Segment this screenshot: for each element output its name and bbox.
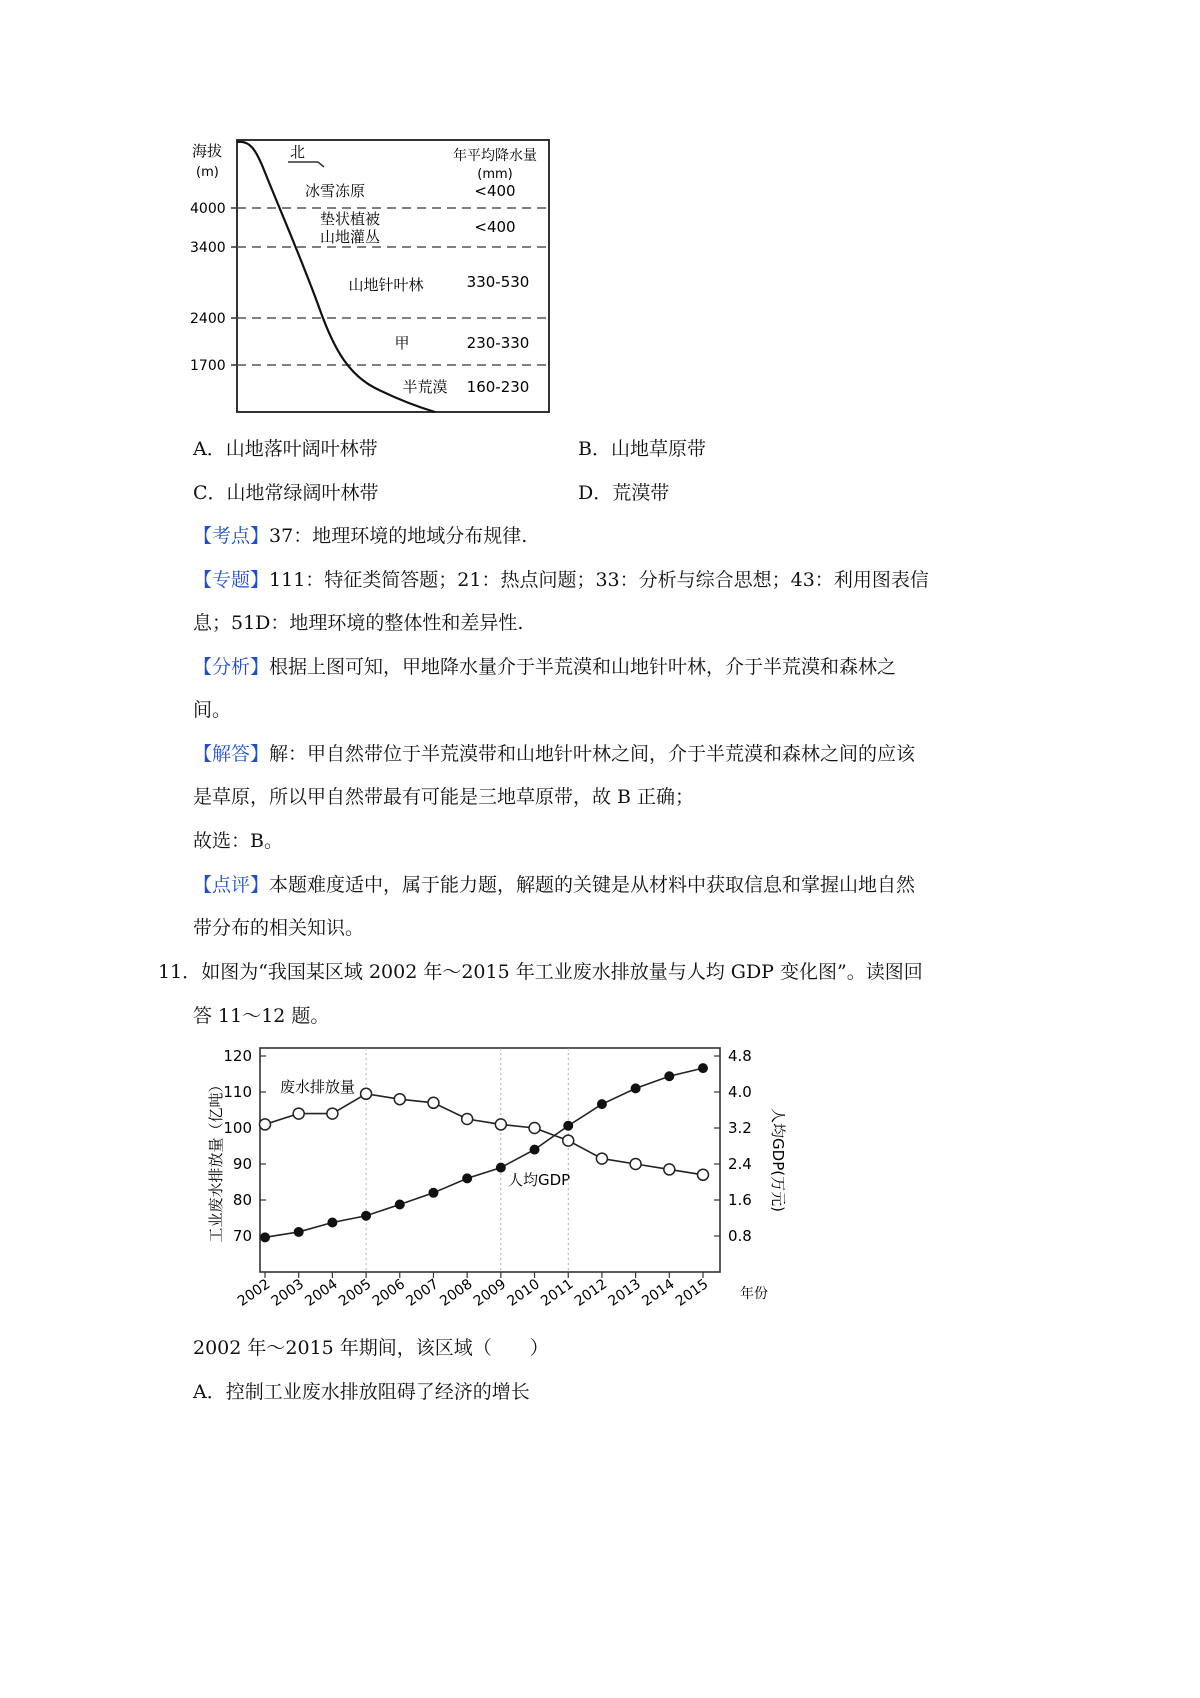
wastewater-gdp-chart [195,1038,795,1330]
gdp-point [463,1174,472,1183]
zone-name-jia: 甲 [394,334,410,352]
left-tick-label: 100 [223,1119,252,1137]
gdp-point [597,1100,606,1109]
q11-stem-line-1: 11．如图为“我国某区域 2002 年～2015 年工业废水排放量与人均 GDP 变化图”。读图回 [158,961,923,983]
right-tick-label: 0.8 [728,1227,752,1245]
dianping-line-2: 带分布的相关知识。 [193,917,365,939]
x-tick-label: 2008 [437,1276,476,1310]
wastewater-point [361,1088,372,1099]
wastewater-point [630,1159,641,1170]
precip-5: 160-230 [466,378,530,396]
left-tick-label: 90 [232,1155,252,1173]
jieda-line-3: 故选：B。 [193,830,283,852]
wastewater-point [563,1135,574,1146]
altitude-zonation-figure [190,130,570,440]
left-tick-label: 110 [223,1083,252,1101]
x-tick-label: 2013 [605,1276,644,1310]
precip-unit: (mm) [477,167,513,182]
x-tick-label: 2003 [268,1276,307,1310]
wastewater-point [698,1169,709,1180]
right-axis-title: 人均GDP(万元) [769,1108,787,1212]
jieda-line-2: 是草原，所以甲自然带最有可能是三地草原带，故 B 正确； [193,786,695,808]
fenxi-line-2: 间。 [193,699,232,721]
zhuanti-line-1: 【专题】111：特征类简答题；21：热点问题；33：分析与综合思想；43：利用图表信 [193,569,929,591]
x-tick-label: 2014 [639,1276,678,1310]
gdp-point [261,1233,270,1242]
tick-2400: 2400 [190,311,226,327]
left-tick-label: 70 [232,1227,252,1245]
zone-name-5: 半荒漠 [402,378,448,396]
zhuanti-tag: 【专题】 [193,569,270,591]
wastewater-point [394,1094,405,1105]
gdp-point [631,1084,640,1093]
x-tick-label: 2012 [571,1276,611,1310]
right-tick-label: 4.0 [728,1083,752,1101]
legend-wastewater: 废水排放量 [280,1078,356,1096]
gdp-point [665,1072,674,1081]
x-axis-title: 年份 [740,1286,768,1302]
kaodian-line: 【考点】37：地理环境的地域分布规律. [193,525,528,547]
dianping-line-1: 【点评】本题难度适中，属于能力题，解题的关键是从材料中获取信息和掌握山地自然 [193,874,916,896]
dianping-tag: 【点评】 [193,874,270,896]
precip-header: 年平均降水量 [453,148,537,164]
x-tick-label: 2004 [302,1276,341,1310]
x-tick-label: 2005 [335,1276,375,1310]
option-d: D．荒漠带 [578,482,670,504]
tick-3400: 3400 [190,240,226,256]
precip-1: <400 [474,182,516,200]
wastewater-point [596,1153,607,1164]
wastewater-point [495,1119,506,1130]
tick-1700: 1700 [190,358,226,374]
wastewater-point [462,1114,473,1125]
gdp-point [564,1121,573,1130]
x-tick-label: 2002 [234,1276,274,1310]
gdp-point [530,1145,539,1154]
zone-name-2b: 山地灌丛 [319,228,381,246]
zhuanti-line-2: 息；51D：地理环境的整体性和差异性. [193,612,524,634]
precip-4: 230-330 [466,334,530,352]
x-tick-label: 2009 [470,1276,510,1310]
y-axis-unit: (m) [196,165,219,180]
q11-option-a: A．控制工业废水排放阻碍了经济的增长 [193,1381,530,1403]
q11-stem-line-2: 答 11～12 题。 [193,1005,330,1027]
right-tick-label: 3.2 [728,1119,752,1137]
right-tick-label: 1.6 [728,1191,752,1209]
jieda-line-1: 【解答】解：甲自然带位于半荒漠带和山地针叶林之间，介于半荒漠和森林之间的应该 [193,743,916,765]
x-tick-label: 2011 [538,1276,577,1310]
right-tick-label: 2.4 [728,1155,752,1173]
y-axis-title: 海拔 [192,142,223,160]
gdp-point [294,1227,303,1236]
x-tick-label: 2006 [369,1276,409,1310]
kaodian-tag: 【考点】 [193,525,270,547]
precip-2: <400 [474,218,516,236]
gdp-point [429,1188,438,1197]
left-axis-title: 工业废水排放量（亿吨） [207,1077,225,1243]
zone-name-1: 冰雪冻原 [304,182,366,200]
gdp-point [395,1200,404,1209]
precip-3: 330-530 [466,273,530,291]
q11-number: 11． [158,961,202,983]
zone-name-2a: 垫状植被 [319,210,381,228]
x-tick-label: 2010 [504,1276,543,1310]
wastewater-point [260,1119,271,1130]
right-tick-label: 4.8 [728,1047,752,1065]
jieda-tag: 【解答】 [193,743,270,765]
gdp-point [496,1163,505,1172]
fenxi-tag: 【分析】 [193,656,270,678]
wastewater-point [327,1108,338,1119]
q11-sub-question: 2002 年～2015 年期间，该区域（ ） [193,1337,549,1359]
option-a: A．山地落叶阔叶林带 [193,438,378,460]
north-label: 北 [290,143,306,161]
legend-gdp: 人均GDP [508,1171,571,1189]
x-tick-label: 2015 [672,1276,712,1310]
wastewater-point [664,1164,675,1175]
x-tick-label: 2007 [403,1276,442,1310]
option-c: C．山地常绿阔叶林带 [193,482,379,504]
gdp-point [699,1064,708,1073]
wastewater-point [428,1097,439,1108]
fenxi-line-1: 【分析】根据上图可知，甲地降水量介于半荒漠和山地针叶林，介于半荒漠和森林之 [193,656,897,678]
wastewater-point [529,1123,540,1134]
left-tick-label: 120 [223,1047,252,1065]
tick-4000: 4000 [190,201,226,217]
option-b: B．山地草原带 [578,438,706,460]
north-arrow-icon [288,162,324,167]
zone-name-3: 山地针叶林 [348,276,424,294]
wastewater-point [293,1108,304,1119]
left-tick-label: 80 [232,1191,252,1209]
gdp-point [362,1211,371,1220]
gdp-point [328,1218,337,1227]
